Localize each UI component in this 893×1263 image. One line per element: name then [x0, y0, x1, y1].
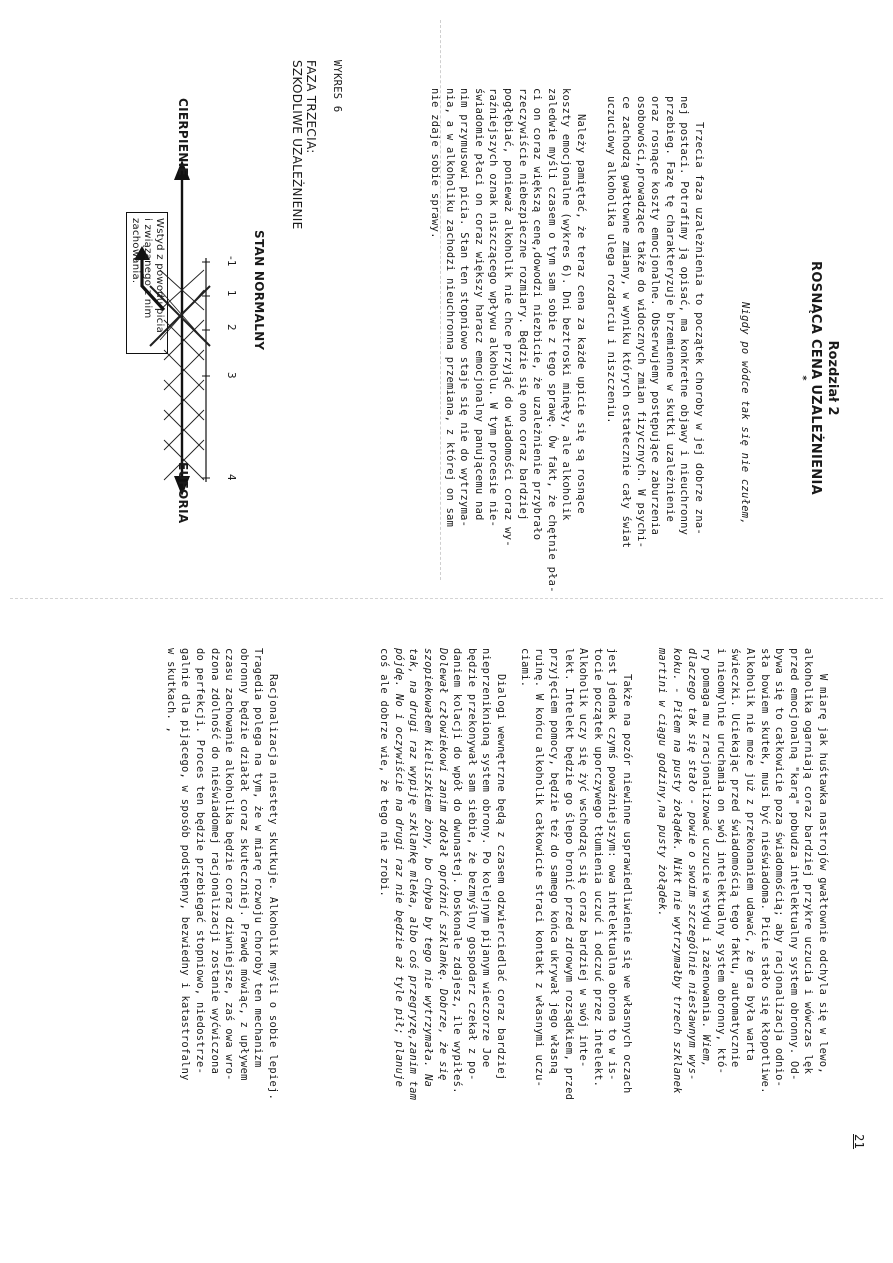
chapter-label: Rozdział 2 [825, 340, 840, 416]
paragraph-intro: Trzecia faza uzależnienia to początek choroby w jej dobrze zna- nej postaci. Potrafimy ją opisać, ma konkretne objawy i nieuchronny przebieg. Fazę tę charakteryzuje brzemienne w skutki uzależnienie oraz rosnące koszty emocjonalne. Obserwujemy postępujące zaburzenia osobowości,prowadzące także do widocznych zmian fizycznych. W psychi- ce zachodzą gwałtowne zmiany, w wyniku których ostatecznie cały świat uczuciowy alkoholika ulega rozdarciu i niszczeniu. [605, 96, 705, 549]
page-number: 21 [852, 1134, 866, 1150]
tick-label-neg1: -1 [225, 256, 237, 267]
label-euphoria: EUFORIA [176, 462, 190, 524]
paragraph-mood-swing: W miarę jak huśtawka nastrojów gwałtownie odchyla się w lewo, alkoholika ogarniają coraz bardziej przykre uczucia i wówczas lęk przed emocjonalną "karą" pobudza intelektualny system obronny. Od- bywa się to całkowicie poza świadomością; aby racjonalizacja odnio- sła bowiem skutek, musi być nieświadoma. Picie stało się kłopotliwe. Alkoholik nie może już z przekonaniem udawać, że gra była warta świeczki. Uciekając przed świadomością tego faktu, automatycznie i nieomylnie uruchamia on swój intelektualny system obronny, któ- ry pomaga mu zracjonalizować uczucie wstydu i zażenowania. Wiem, dlaczego tak się stało - powie o swoim szczególnie niesławnym wys- koku. - Piłem na pusty żołądek. Nikt nie wytrzymałby trzech szklanek martini w ciągu godziny,na pusty żołądek. [656, 648, 829, 1094]
callout-box: Wstyd z powodu picia i związanego z nim zachowania. [126, 212, 168, 354]
epigraph: Nigdy po wódce tak się nie czułem, [739, 302, 751, 525]
tick-label-2: 2 [225, 324, 237, 331]
figure-caption: WYKRES 6 [331, 60, 343, 113]
figure-title: FAZA TRZECIA: SZKODLIWE UZALEŻNIENIE [290, 60, 318, 230]
chapter-star: * [797, 375, 808, 381]
paragraph-intellectual-defense: Także na pozór niewinne usprawiedliwienie się we własnych oczach jest jednak czymś poważniejszym: owa intelektualna obrona to w is- tocie początek uporczywego tłumienia uczuć i odczuć przez intelekt. Alkoholik uczy się żyć wschodząc się coraz bardziej w swój inte- lekt. Intelekt będzie go ślepo bronić przed zdrowym rozsądkiem, przed przyjęciem pomocy, będzie też do samego końca ukrywał jego własną ruinę. W końcu alkoholik całkowicie straci kontakt z własnymi uczu- ciami. [518, 648, 633, 1101]
paragraph-inner-dialogues: Dialogi wewnętrzne będą z czasem odzwierciedlać coraz bardziej nieprzeniknioną system obrony. Po kolejnym pijanym wieczorze Joe będzie przekonywał sam siebie, że bezmyślny gospodarz czekał z po- daniem kolacji do wpół do dwunastej. Doskonale zdajesz, ile wypiłeś. Dolewał człowiekowi zanim zdołał opróżnić szklankę. Dobrze, że się szopiekowałem kieliszkiem żony, bo chyba by tego nie wytrzymała. Na tak, na drugi raz wypiję szklankę mleka, albo coś przegryzę,zanim tam pójdę. No i oczywiście na drugi raz nie będzie aż tyle pił; planuje coś ale dobrze wie, że tego nie zrobi. [378, 648, 507, 1101]
scan-fold-line [10, 598, 883, 599]
label-normal-state: STAN NORMALNY [252, 230, 266, 351]
chapter-heading [797, 228, 840, 528]
chapter-title: ROSNĄCA CENA UZALEŻNIENIA [808, 261, 823, 495]
tick-label-3: 3 [225, 372, 237, 379]
paragraph-emotional-cost: Należy pamiętać, że teraz cena za każde upicie się są rosnące koszty emocjonalne (wykres 6). Dni beztroski minęły, ale alkoholik zaledwie myśli czasem o tym sam sobie z tego sprawę. Ów fakt, że chętnie pła- ci on coraz większą cenę,dowodzi niezbicie, że uzależnienie przybrało rzeczywiście niebezpieczne rozmiary. Będzie się ono coraz bardziej pogłębiać, ponieważ alkoholik nie chce przyjąć do wiadomości coraz wy- raźniejszych oznak niszczącego wpływu alkoholu. W tym procesie nie- świadomie płaci on coraz większy haracz emocjonalny panującemu nad nim przymusowi picia. Stan ten stopniowo staje się nie do wytrzyma- nia, a w alkoholiku zachodzi nieuchronna przemiana, z której on sam nie zdaje sobie sprawy. [429, 88, 587, 593]
tick-label-4: 4 [225, 474, 237, 481]
tick-label-1: 1 [225, 290, 237, 297]
label-suffering: CIERPIENIE [176, 98, 190, 176]
paragraph-rationalization: Racjonalizacja niestety skutkuje. Alkoholik myśli o sobie lepiej. Tragedia polega na tym, że w miarę rozwoju choroby ten mechanizm obronny będzie działał coraz skuteczniej. Prawdę mówiąc, z upływem czasu zachowanie alkoholika będzie coraz dziwniejsze, zaś owa wro- dzona zdolność do nieświadomej racjonalizacji zostanie wyćwiczona do perfekcji. Proces ten będzie przebiegać stopniowo, niedostrze- galnie dla pijącego, w sposób podstępny, bezwiedny i katastrofalny w skutkach. , [164, 648, 279, 1101]
